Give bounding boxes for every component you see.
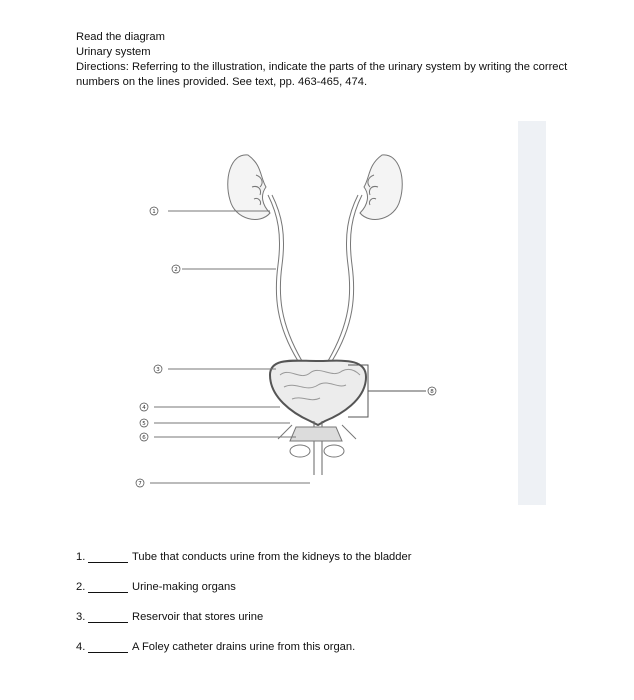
question-text: A Foley catheter drains urine from this organ.: [132, 641, 356, 653]
question-item: [76, 611, 411, 641]
marker-1-label: 1: [152, 209, 156, 215]
question-list: [76, 551, 411, 671]
answer-blank[interactable]: [88, 641, 128, 653]
question-text: Reservoir that stores urine: [132, 611, 264, 623]
marker-6-label: 6: [142, 435, 146, 441]
marker-3-label: 3: [156, 367, 160, 373]
left-kidney: [228, 155, 270, 220]
marker-8-label: 8: [430, 389, 434, 395]
question-text: Urine-making organs: [132, 581, 236, 593]
question-number: 1.: [76, 551, 86, 563]
question-text: Tube that conducts urine from the kidneys to the bladder: [132, 551, 412, 563]
marker-4-label: 4: [142, 405, 146, 411]
page-subtitle: Urinary system: [76, 46, 151, 58]
left-ureter: [268, 195, 298, 361]
worksheet-header: [76, 30, 576, 90]
answer-blank[interactable]: [88, 551, 128, 563]
right-ureter: [332, 195, 362, 361]
question-item: [76, 641, 411, 671]
question-number: 2.: [76, 581, 86, 593]
directions-text: Directions: Referring to the illustration, indicate the parts of the urinary system by writing the correct numbers on the lines provided. See text, pp. 463-465, 474.: [76, 61, 568, 88]
right-kidney: [360, 155, 402, 220]
marker-7-label: 7: [138, 481, 142, 487]
question-number: 3.: [76, 611, 86, 623]
question-item: [76, 551, 411, 581]
answer-blank[interactable]: [88, 611, 128, 623]
question-number: 4.: [76, 641, 86, 653]
marker-5-label: 5: [142, 421, 146, 427]
urinary-system-diagram: [120, 125, 450, 505]
page-title: Read the diagram: [76, 31, 165, 43]
question-item: [76, 581, 411, 611]
answer-blank[interactable]: [88, 581, 128, 593]
marker-2-label: 2: [174, 267, 178, 273]
side-scroll-panel: [518, 121, 546, 505]
